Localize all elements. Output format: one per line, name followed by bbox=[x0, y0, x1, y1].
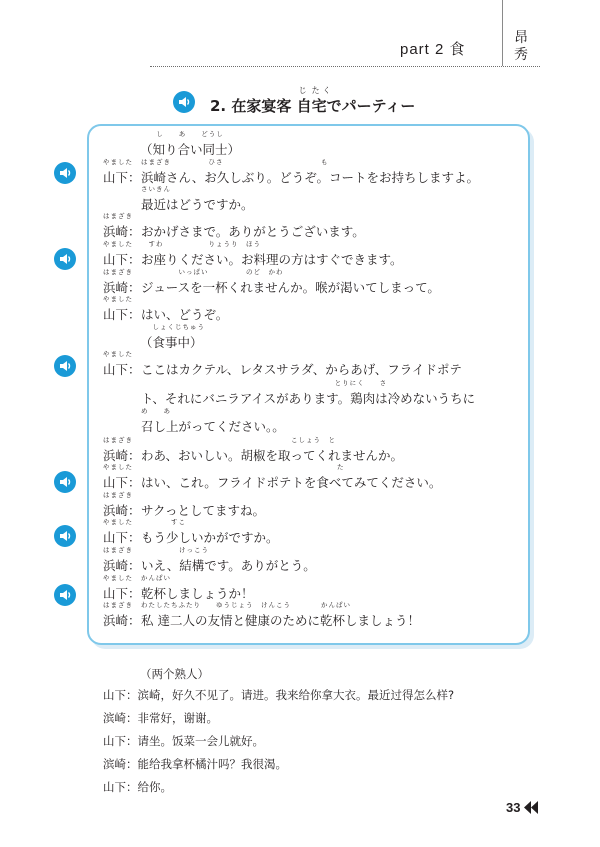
speaker-name: 山下： bbox=[103, 307, 141, 322]
page-number: 33 bbox=[506, 800, 521, 815]
speaker-name: 山下： bbox=[103, 530, 141, 545]
translation-line: 山下：请坐。饭菜一会儿就好。 bbox=[103, 734, 264, 748]
dialogue-line: やました 山下： た はい、これ。フライドポテトを食べてみてください。 bbox=[103, 463, 442, 490]
speaker-name: 山下： bbox=[103, 475, 141, 490]
scene-heading: （ し あ どうし 知り合い同士） bbox=[140, 130, 241, 157]
speaker-name: 浜崎： bbox=[103, 448, 141, 463]
dialogue-line: はまざき 浜崎： いっぱい のど かわ ジュースを一杯くれませんか。喉が渇いてしまって。 bbox=[103, 268, 440, 295]
speaker-icon[interactable] bbox=[54, 248, 76, 270]
translation-line: 滨崎：能给我拿杯橘汁吗？我很渴。 bbox=[103, 757, 287, 771]
translation-line: 山下：滨崎，好久不见了。请进。我来给你拿大衣。最近过得怎么样? bbox=[103, 688, 455, 702]
section-title: 2. 在家宴客 じ 自 たく 宅でパーティー bbox=[210, 86, 416, 115]
dialogue-line: はまざき 浜崎： こしょう と わあ、おいしい。胡椒を取ってくれませんか。 bbox=[103, 436, 404, 463]
header-rule bbox=[150, 66, 540, 67]
speaker-name: 浜崎： bbox=[103, 613, 141, 628]
speaker-name: 浜崎： bbox=[103, 558, 141, 573]
dialogue-line: やました 山下： すわ りょうり ほう お座りください。お料理の方はすぐできます。 bbox=[103, 240, 403, 267]
speaker-icon[interactable] bbox=[54, 162, 76, 184]
dialogue-line: やました 山下： すこ もう少しいかがですか。 bbox=[103, 518, 279, 545]
translation-scene: （两个熟人） bbox=[140, 667, 209, 681]
translation-line: 山下：给你。 bbox=[103, 780, 172, 794]
header-divider bbox=[502, 0, 503, 66]
dialogue-line: さいきん 最近はどうですか。 bbox=[141, 185, 254, 212]
speaker-name: 浜崎： bbox=[103, 224, 141, 239]
speaker-icon[interactable] bbox=[54, 525, 76, 547]
dialogue-line: め あ 召し上がってください。。 bbox=[141, 407, 285, 434]
double-left-arrow-icon bbox=[524, 801, 538, 814]
section-ruby: たく bbox=[311, 86, 334, 95]
speaker-name: 山下： bbox=[103, 362, 141, 377]
scene-heading: （ しょくじちゅう 食事中） bbox=[140, 323, 206, 350]
speaker-name: 山下： bbox=[103, 170, 141, 185]
dialogue-line: やました 山下： はまざき ひさ も 浜崎さん、お久しぶり。どうぞ。コートをお持ちしますよ。 bbox=[103, 158, 480, 185]
speaker-name: 山下： bbox=[103, 252, 141, 267]
speaker-name: 浜崎： bbox=[103, 503, 141, 518]
translation-line: 滨崎：非常好，谢谢。 bbox=[103, 711, 218, 725]
speaker-name: 浜崎： bbox=[103, 280, 141, 295]
dialogue-line: はまざき 浜崎： わたしたちふたり ゆうじょう けんこう かんぱい 私 達二人の友情と健康のために乾杯しましょう！ bbox=[103, 601, 420, 628]
dialogue-line: はまざき 浜崎：サクっとしてますね。 bbox=[103, 491, 266, 518]
section-ruby: じ bbox=[298, 86, 310, 95]
dialogue-line: やました 山下：はい、どうぞ。 bbox=[103, 295, 229, 322]
dialogue-line: はまざき 浜崎： けっこう いえ、結構です。ありがとう。 bbox=[103, 546, 316, 573]
speaker-icon[interactable] bbox=[54, 584, 76, 606]
dialogue-line: やました 山下： かんぱい 乾杯しましょうか！ bbox=[103, 574, 254, 601]
speaker-icon[interactable] bbox=[54, 471, 76, 493]
dialogue-line: やました 山下：ここはカクテル、レタスサラダ、からあげ、フライドポテ bbox=[103, 350, 462, 377]
speaker-icon[interactable] bbox=[54, 355, 76, 377]
speaker-icon[interactable] bbox=[173, 91, 195, 113]
section-number: 2. 在家宴客 bbox=[210, 97, 292, 115]
dialogue-line: はまざき 浜崎：おかげさまで。ありがとうございます。 bbox=[103, 212, 365, 239]
dialogue-line: とりにく さ ト、それにバニラアイスがあります。鶏肉は冷めないうちに bbox=[141, 379, 476, 406]
speaker-name: 山下： bbox=[103, 586, 141, 601]
part-label: part 2 食 bbox=[400, 41, 466, 58]
author-name: 昂秀 bbox=[514, 30, 528, 63]
